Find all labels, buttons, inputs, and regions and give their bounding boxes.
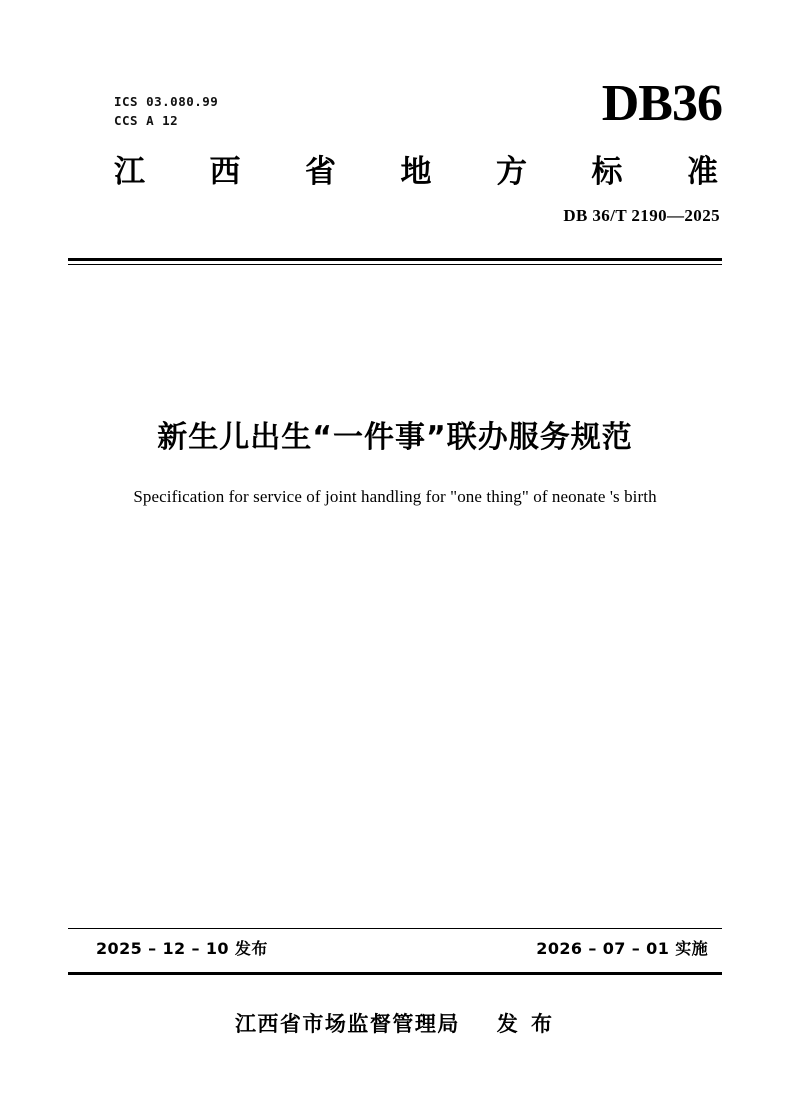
publisher-line <box>0 1008 790 1038</box>
ccs-code: CCS A 12 <box>114 113 179 129</box>
standard-series-title <box>114 146 718 191</box>
series-char-0: 江 <box>114 154 145 190</box>
standard-number: DB 36/T 2190—2025 <box>563 206 720 225</box>
series-char-2: 省 <box>305 154 336 190</box>
classification-codes <box>114 92 218 131</box>
document-title-english: Specification for service of joint handling for "one thing" of neonate 's birth <box>133 487 657 506</box>
ics-code: ICS 03.080.99 <box>114 94 219 109</box>
series-char-3: 地 <box>400 154 432 190</box>
document-title-chinese: 新生儿出生“一件事”联办服务规范 <box>157 420 633 455</box>
series-char-1: 西 <box>209 154 241 190</box>
implementation-date: 2026 – 07 – 01 实施 <box>536 939 708 958</box>
footer-divider-thick <box>68 972 722 975</box>
footer-dates <box>68 936 722 959</box>
header-divider-thick <box>68 258 722 261</box>
title-zone <box>0 418 790 507</box>
header-divider-thin <box>68 264 722 265</box>
footer-divider-thin <box>68 928 722 929</box>
series-char-6: 准 <box>687 154 718 190</box>
series-char-5: 标 <box>591 154 623 190</box>
publisher-name: 江西省市场监督管理局 <box>234 1012 460 1036</box>
publish-action-label: 发 布 <box>496 1012 556 1036</box>
standard-mark: DB36 <box>601 75 722 132</box>
issue-date: 2025 – 12 – 10 发布 <box>96 939 268 958</box>
series-char-4: 方 <box>496 154 527 190</box>
